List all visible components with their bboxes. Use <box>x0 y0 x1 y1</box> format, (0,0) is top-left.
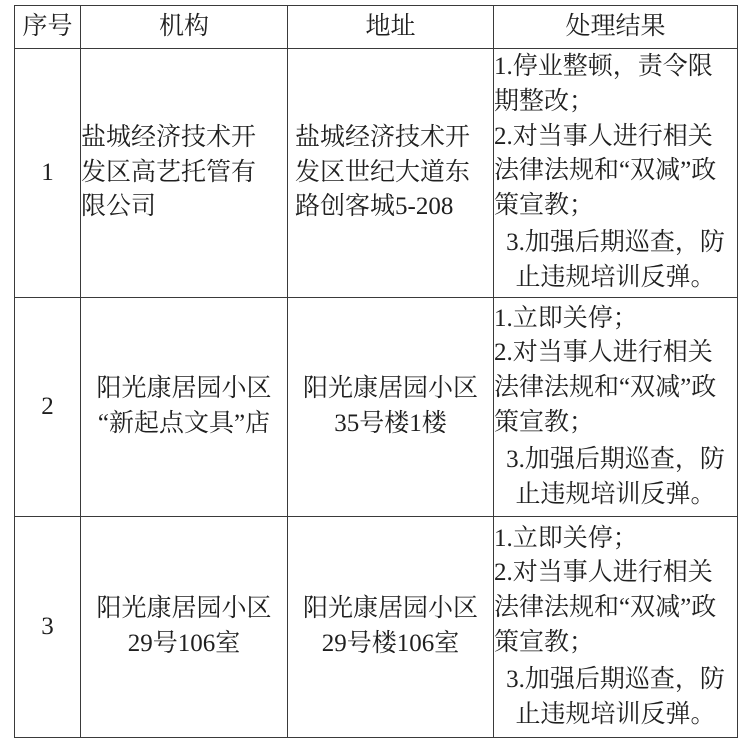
result-item <box>494 556 737 660</box>
organization-line: 发区高艺托管有 <box>81 158 257 186</box>
result-line: 法律法规和“双减”政 <box>494 593 717 621</box>
cell-result <box>494 517 738 738</box>
table-row <box>15 298 738 517</box>
address-line: 路创客城5-208 <box>295 193 454 221</box>
result-line: 止违规培训反弹。 <box>515 263 716 291</box>
address-line: 阳光康居园小区 <box>302 375 478 403</box>
address-line: 盐城经济技术开 <box>295 124 471 152</box>
result-line: 1.立即关停； <box>494 304 638 332</box>
organization-line: 阳光康居园小区 <box>96 595 272 623</box>
result-line: 法律法规和“双减”政 <box>494 373 717 401</box>
result-line: 3.加强后期巡查，防 <box>506 446 725 474</box>
organization-line: “新起点文具”店 <box>97 410 271 437</box>
result-item <box>494 120 737 224</box>
address-line: 35号楼1楼 <box>334 410 447 437</box>
address-line: 阳光康居园小区 <box>302 595 478 623</box>
address-line: 29号楼106室 <box>321 630 460 657</box>
organization-line: 29号106室 <box>127 630 241 657</box>
header-organization: 机构 <box>81 6 288 49</box>
organization-line: 限公司 <box>81 193 157 221</box>
result-table <box>14 5 738 738</box>
result-line: 2.对当事人进行相关 <box>494 559 713 587</box>
result-line: 2.对当事人进行相关 <box>494 122 713 150</box>
header-index: 序号 <box>15 6 81 49</box>
organization-line: 盐城经济技术开 <box>81 124 257 152</box>
address-line: 发区世纪大道东 <box>295 158 471 186</box>
result-item <box>494 663 737 732</box>
result-line: 策宣教； <box>494 408 595 436</box>
table-row <box>15 49 738 298</box>
result-item <box>494 50 737 119</box>
cell-address <box>288 517 494 738</box>
result-line: 2.对当事人进行相关 <box>494 339 713 367</box>
cell-address <box>288 49 494 298</box>
cell-organization <box>81 517 288 738</box>
cell-address <box>288 298 494 517</box>
cell-result <box>494 49 738 298</box>
header-result: 处理结果 <box>494 6 738 49</box>
result-line: 止违规培训反弹。 <box>515 480 716 508</box>
result-item <box>494 302 737 337</box>
cell-index: 1 <box>15 49 81 298</box>
result-item <box>494 443 737 512</box>
result-item <box>494 336 737 440</box>
cell-index: 3 <box>15 517 81 738</box>
result-item <box>494 522 737 557</box>
result-line: 3.加强后期巡查，防 <box>506 666 725 694</box>
cell-organization <box>81 298 288 517</box>
result-line: 1.停业整顿，责令限 <box>494 53 713 81</box>
result-line: 策宣教； <box>494 628 595 656</box>
result-line: 止违规培训反弹。 <box>515 700 716 728</box>
result-line: 1.立即关停； <box>494 524 638 552</box>
organization-line: 阳光康居园小区 <box>96 375 272 403</box>
result-line: 法律法规和“双减”政 <box>494 157 717 185</box>
header-address: 地址 <box>288 6 494 49</box>
result-item <box>494 226 737 295</box>
table-row <box>15 517 738 738</box>
cell-index: 2 <box>15 298 81 517</box>
result-line: 期整改； <box>494 88 595 116</box>
result-line: 策宣教； <box>494 191 595 219</box>
cell-result <box>494 298 738 517</box>
cell-organization <box>81 49 288 298</box>
result-line: 3.加强后期巡查，防 <box>506 229 725 257</box>
header-row <box>15 6 738 49</box>
